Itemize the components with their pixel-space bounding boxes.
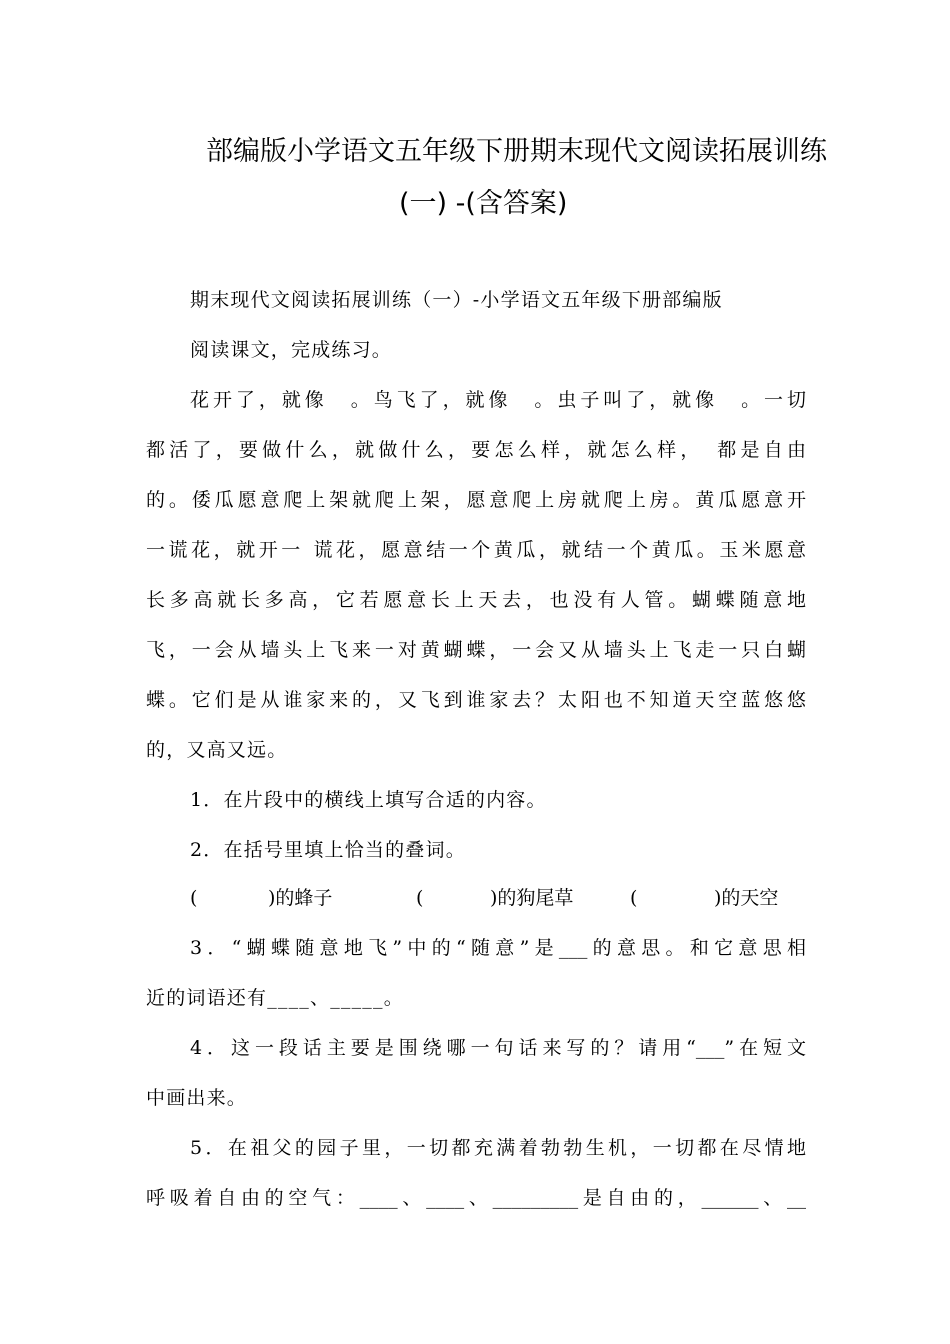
question-4-line-1: 4．这一段话主要是围绕哪一句话来写的？请用“___”在短文 [190, 1037, 806, 1059]
question-4-line-2: 中画出来。 [146, 1087, 248, 1109]
passage-line: 一谎花，就开一 谎花，愿意结一个黄瓜，就结一个黄瓜。玉米愿意 [146, 539, 806, 561]
question-2: 2．在括号里填上恰当的叠词。 [190, 839, 466, 861]
blank-item-bee: )的蜂子 [268, 887, 333, 909]
question-3-line-1: 3．“蝴蝶随意地飞”中的“随意”是___的意思。和它意思相 [190, 937, 806, 959]
subtitle: 期末现代文阅读拓展训练（一）-小学语文五年级下册部编版 [190, 289, 723, 311]
question-1: 1．在片段中的横线上填写合适的内容。 [190, 789, 547, 811]
open-paren: ( [190, 887, 198, 909]
passage-line: 蝶。它们是从谁家来的，又飞到谁家去？太阳也不知道天空蓝悠悠 [146, 689, 806, 711]
document-title-line-1: 部编版小学语文五年级下册期末现代文阅读拓展训练 [206, 136, 827, 167]
passage-line: 飞，一会从墙头上飞来一对黄蝴蝶，一会又从墙头上飞走一只白蝴 [146, 639, 806, 661]
question-3-line-2: 近的词语还有____、_____。 [146, 987, 404, 1009]
passage-line: 的，又高又远。 [146, 739, 288, 761]
instruction: 阅读课文，完成练习。 [190, 339, 393, 361]
open-paren: ( [630, 887, 638, 909]
document-title-line-2: (一) -(含答案) [399, 188, 568, 219]
passage-line: 长多高就长多高，它若愿意长上天去，也没有人管。蝴蝶随意地 [146, 589, 806, 611]
open-paren: ( [416, 887, 424, 909]
question-5-line-2: 呼吸着自由的空气：____、____、_________是自由的，______、__ [146, 1187, 806, 1209]
passage-line: 花开了，就像 。鸟飞了，就像 。虫子叫了，就像 。一切 [190, 389, 806, 411]
blank-item-sky: )的天空 [714, 887, 779, 909]
passage-line: 都活了，要做什么，就做什么，要怎么样，就怎么样， 都是自由 [146, 439, 806, 461]
question-5-line-1: 5．在祖父的园子里，一切都充满着勃勃生机，一切都在尽情地 [190, 1137, 806, 1159]
passage-line: 的。倭瓜愿意爬上架就爬上架，愿意爬上房就爬上房。黄瓜愿意开 [146, 489, 806, 511]
blank-item-foxtail: )的狗尾草 [490, 887, 574, 909]
question-2-blanks [190, 884, 810, 912]
